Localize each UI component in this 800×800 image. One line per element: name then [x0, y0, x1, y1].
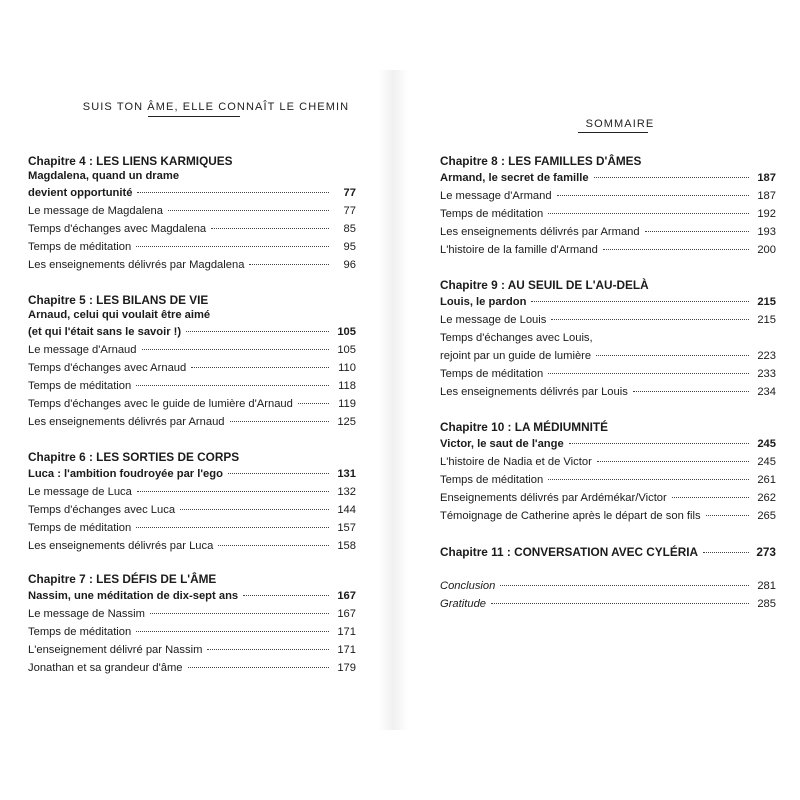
toc-entry [28, 413, 356, 431]
toc-page-number: 144 [337, 504, 356, 516]
dot-leader [569, 443, 749, 444]
toc-entry-title: Les enseignements délivrés par Arnaud [28, 416, 225, 428]
toc-page-number: 105 [337, 344, 356, 356]
toc-page-number: 192 [757, 208, 776, 220]
dot-leader [150, 613, 329, 614]
toc-entry-title: rejoint par un guide de lumière [440, 350, 592, 362]
toc-entry-title: Les enseignements délivrés par Luca [28, 540, 214, 552]
toc-page-number: 215 [757, 314, 776, 326]
toc-page-number: 245 [757, 456, 776, 468]
toc-page-number: 105 [337, 326, 356, 338]
dot-leader [645, 231, 749, 232]
toc-entry [28, 587, 356, 605]
toc-entry [440, 187, 776, 205]
toc-page-number: 157 [337, 522, 356, 534]
toc-section [28, 571, 356, 677]
book-gutter [378, 70, 408, 730]
toc-entry-title: Temps de méditation [28, 241, 132, 253]
toc-entry-title: Chapitre 11 : CONVERSATION AVEC CYLÉRIA [440, 545, 699, 559]
toc-page-number: 273 [756, 545, 776, 559]
toc-entry-title: Nassim, une méditation de dix-sept ans [28, 590, 239, 602]
toc-entry [28, 220, 356, 238]
dot-leader [298, 403, 329, 404]
dot-leader [557, 195, 749, 196]
toc-entry [440, 241, 776, 259]
toc-entry [28, 184, 356, 202]
dot-leader [137, 491, 329, 492]
dot-leader [188, 667, 329, 668]
toc-entry-title: Enseignements délivrés par Ardémékar/Victor [440, 492, 667, 504]
toc-entry [440, 595, 776, 613]
toc-entry [440, 293, 776, 311]
chapter-title: Chapitre 8 : LES FAMILLES D'ÂMES [440, 154, 642, 168]
toc-entry-title: Le message d'Arnaud [28, 344, 137, 356]
toc-entry [28, 395, 356, 413]
dot-leader [548, 373, 749, 374]
toc-entry [28, 537, 356, 555]
toc-entry [440, 329, 776, 347]
toc-page-number: 125 [337, 416, 356, 428]
toc-section [440, 543, 776, 561]
dot-leader [137, 192, 329, 193]
dot-leader [672, 497, 749, 498]
toc-page-number: 233 [757, 368, 776, 380]
toc-entry-title: Le message de Louis [440, 314, 547, 326]
dot-leader [211, 228, 329, 229]
toc-entry-title: Temps de méditation [440, 368, 544, 380]
dot-leader [703, 552, 749, 553]
dot-leader [551, 319, 749, 320]
toc-entry-title: L'histoire de la famille d'Armand [440, 244, 598, 256]
toc-section [440, 153, 776, 259]
toc-entry-title: devient opportunité [28, 187, 133, 199]
toc-entry-title: Jonathan et sa grandeur d'âme [28, 662, 183, 674]
dot-leader [594, 177, 749, 178]
dot-leader [218, 545, 329, 546]
toc-entry [440, 205, 776, 223]
toc-entry [440, 489, 776, 507]
chapter-story-title-line: Arnaud, celui qui voulait être aimé [28, 309, 211, 321]
chapter-title: Chapitre 5 : LES BILANS DE VIE [28, 293, 209, 307]
toc-entry-title: Temps de méditation [440, 474, 544, 486]
toc-entry [28, 501, 356, 519]
dot-leader [249, 264, 329, 265]
dot-leader [633, 391, 749, 392]
toc-page-number: 77 [343, 187, 356, 199]
toc-page-number: 85 [343, 223, 356, 235]
toc-page-number: 110 [338, 362, 356, 374]
dot-leader [597, 461, 749, 462]
toc-entry-title: Le message d'Armand [440, 190, 552, 202]
toc-page-number: 132 [337, 486, 356, 498]
toc-entry-title: Victor, le saut de l'ange [440, 438, 564, 450]
toc-page-number: 285 [757, 598, 776, 610]
toc-entry [28, 641, 356, 659]
chapter-title: Chapitre 6 : LES SORTIES DE CORPS [28, 450, 240, 464]
toc-page-number: 187 [757, 190, 776, 202]
chapter-title: Chapitre 9 : AU SEUIL DE L'AU-DELÀ [440, 278, 649, 292]
toc-entry-title: Les enseignements délivrés par Magdalena [28, 259, 245, 271]
right-page-toc [440, 153, 776, 613]
toc-page-number: 119 [338, 398, 356, 410]
toc-entry [28, 323, 356, 341]
toc-entry-title: Temps de méditation [28, 626, 132, 638]
toc-page-number: 131 [337, 468, 356, 480]
toc-entry-title: Temps de méditation [28, 380, 132, 392]
toc-page-number: 234 [757, 386, 776, 398]
dot-leader [186, 331, 329, 332]
dot-leader [243, 595, 329, 596]
toc-page-number: 95 [343, 241, 356, 253]
dot-leader [168, 210, 329, 211]
dot-leader [142, 349, 330, 350]
toc-entry-title: Armand, le secret de famille [440, 172, 589, 184]
toc-entry-title: Temps de méditation [440, 208, 544, 220]
toc-entry [440, 435, 776, 453]
dot-leader [136, 631, 329, 632]
dot-leader [136, 527, 329, 528]
left-header-rule [148, 116, 240, 117]
toc-entry [440, 383, 776, 401]
chapter-story-title-line: Magdalena, quand un drame [28, 170, 180, 182]
toc-page-number: 77 [343, 205, 356, 217]
chapter-title: Chapitre 7 : LES DÉFIS DE L'ÂME [28, 572, 217, 586]
toc-section [440, 577, 776, 613]
dot-leader [191, 367, 329, 368]
toc-entry [440, 471, 776, 489]
toc-entry [440, 365, 776, 383]
toc-entry [28, 359, 356, 377]
toc-page-number: 179 [337, 662, 356, 674]
toc-entry-title: Temps d'échanges avec Magdalena [28, 223, 207, 235]
dot-leader [596, 355, 749, 356]
toc-entry-title: Les enseignements délivrés par Armand [440, 226, 640, 238]
left-page-toc [28, 153, 356, 677]
toc-entry-title: Témoignage de Catherine après le départ de son fils [440, 510, 701, 522]
toc-entry-title: Le message de Nassim [28, 608, 145, 620]
toc-page-number: 281 [757, 580, 776, 592]
toc-entry [440, 169, 776, 187]
toc-entry-title: Les enseignements délivrés par Louis [440, 386, 628, 398]
toc-page-number: 96 [343, 259, 356, 271]
toc-entry [28, 483, 356, 501]
toc-entry-title: Le message de Luca [28, 486, 132, 498]
dot-leader [500, 585, 749, 586]
toc-entry-title: Louis, le pardon [440, 296, 527, 308]
toc-section [440, 277, 776, 401]
toc-entry [28, 465, 356, 483]
toc-entry-title: Gratitude [440, 598, 487, 610]
dot-leader [136, 385, 329, 386]
toc-entry [28, 377, 356, 395]
dot-leader [706, 515, 749, 516]
toc-entry [440, 311, 776, 329]
toc-entry [440, 543, 776, 561]
dot-leader [228, 473, 329, 474]
dot-leader [603, 249, 749, 250]
toc-entry [440, 507, 776, 525]
chapter-title: Chapitre 10 : LA MÉDIUMNITÉ [440, 420, 609, 434]
toc-entry [28, 202, 356, 220]
toc-entry [440, 347, 776, 365]
toc-page-number: 171 [337, 644, 356, 656]
toc-page-number: 193 [757, 226, 776, 238]
toc-page-number: 171 [337, 626, 356, 638]
chapter-title: Chapitre 4 : LES LIENS KARMIQUES [28, 154, 233, 168]
toc-page-number: 262 [757, 492, 776, 504]
toc-section [28, 153, 356, 274]
toc-page-number: 245 [757, 438, 776, 450]
toc-section [440, 419, 776, 525]
toc-entry-title: Temps d'échanges avec Luca [28, 504, 176, 516]
toc-section [28, 449, 356, 555]
left-page-running-title: SUIS TON ÂME, ELLE CONNAÎT LE CHEMIN [82, 101, 350, 113]
toc-entry [28, 605, 356, 623]
toc-page-number: 261 [757, 474, 776, 486]
toc-entry-title: (et qui l'était sans le savoir !) [28, 326, 182, 338]
toc-page-number: 200 [757, 244, 776, 256]
toc-entry-title: Luca : l'ambition foudroyée par l'ego [28, 468, 223, 480]
dot-leader [136, 246, 329, 247]
toc-entry-title: Temps d'échanges avec Louis, [440, 332, 593, 344]
dot-leader [548, 479, 749, 480]
toc-entry-title: Temps d'échanges avec Arnaud [28, 362, 187, 374]
toc-section [28, 292, 356, 431]
toc-entry [440, 223, 776, 241]
toc-entry [28, 659, 356, 677]
toc-page-number: 187 [757, 172, 776, 184]
toc-entry [28, 519, 356, 537]
toc-entry [28, 341, 356, 359]
toc-page-number: 167 [337, 590, 356, 602]
dot-leader [491, 603, 749, 604]
toc-entry-title: L'enseignement délivré par Nassim [28, 644, 203, 656]
toc-entry-title: Temps d'échanges avec le guide de lumière d'Arnaud [28, 398, 293, 410]
right-page-running-title: SOMMAIRE [585, 118, 655, 130]
toc-page-number: 118 [338, 380, 356, 392]
toc-entry [440, 453, 776, 471]
right-header-rule [578, 132, 648, 133]
toc-entry [440, 577, 776, 595]
dot-leader [180, 509, 329, 510]
dot-leader [531, 301, 749, 302]
toc-page-number: 215 [757, 296, 776, 308]
toc-entry-title: L'histoire de Nadia et de Victor [440, 456, 592, 468]
dot-leader [207, 649, 329, 650]
toc-page-number: 158 [337, 540, 356, 552]
toc-page-number: 223 [757, 350, 776, 362]
toc-entry [28, 238, 356, 256]
toc-page-number: 167 [337, 608, 356, 620]
toc-entry-title: Temps de méditation [28, 522, 132, 534]
toc-entry-title: Conclusion [440, 580, 496, 592]
toc-page-number: 265 [757, 510, 776, 522]
dot-leader [548, 213, 749, 214]
toc-entry [28, 256, 356, 274]
toc-entry [28, 623, 356, 641]
dot-leader [230, 421, 329, 422]
toc-entry-title: Le message de Magdalena [28, 205, 163, 217]
